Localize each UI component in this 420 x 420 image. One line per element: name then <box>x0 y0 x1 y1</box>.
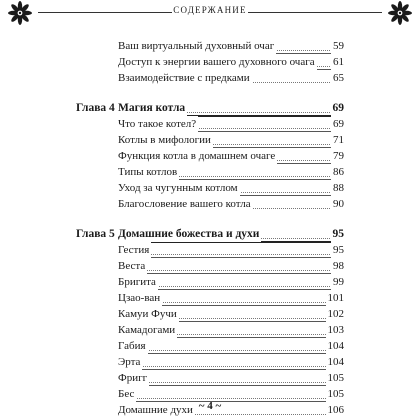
running-head: СОДЕРЖАНИЕ <box>173 5 247 15</box>
toc-entry[interactable] <box>0 290 420 306</box>
toc-entry-page: 65 <box>333 72 344 84</box>
toc-entry-page: 95 <box>333 244 344 256</box>
toc-entry-title: Доступ к энергии вашего духовного очага <box>118 56 315 68</box>
leader-dots <box>118 382 344 383</box>
page-header <box>0 0 420 30</box>
leader-dots <box>118 270 344 271</box>
chapter-label: Глава 4 <box>76 102 115 114</box>
toc-entry[interactable] <box>0 116 420 132</box>
toc-entry-title: Благословение вашего котла <box>118 198 251 210</box>
header-rule-left <box>38 12 172 13</box>
toc-chapter-heading[interactable] <box>0 100 420 116</box>
chapter-page: 95 <box>332 228 344 240</box>
toc-entry-page: 105 <box>327 372 344 384</box>
toc-entry-page: 101 <box>327 292 344 304</box>
leader-dots <box>118 398 344 399</box>
toc-entry-page: 106 <box>327 404 344 416</box>
toc-entry-page: 71 <box>333 134 344 146</box>
toc-entry-page: 102 <box>327 308 344 320</box>
leader-dots <box>118 350 344 351</box>
toc-entry-page: 59 <box>333 40 344 52</box>
toc-entry-page: 98 <box>333 260 344 272</box>
toc-entry-title: Уход за чугунным котлом <box>118 182 238 194</box>
chapter-label: Глава 5 <box>76 228 115 240</box>
toc-entry[interactable] <box>0 370 420 386</box>
toc-entry-title: Габия <box>118 340 146 352</box>
leader-dots <box>118 366 344 367</box>
toc-entry[interactable] <box>0 338 420 354</box>
toc-entry-page: 69 <box>333 118 344 130</box>
toc-entry-title: Типы котлов <box>118 166 178 178</box>
toc-entry-title: Котлы в мифологии <box>118 134 211 146</box>
page-number: ~ 4 ~ <box>198 400 222 412</box>
toc-chapter-heading[interactable] <box>0 226 420 242</box>
toc-entry[interactable] <box>0 148 420 164</box>
toc-entry[interactable] <box>0 242 420 258</box>
toc-entry-title: Бес <box>118 388 135 400</box>
toc-entry[interactable] <box>0 354 420 370</box>
toc-entry-title: Функция котла в домашнем очаге <box>118 150 276 162</box>
toc-entry[interactable] <box>0 54 420 70</box>
toc-entry-page: 88 <box>333 182 344 194</box>
toc-entry[interactable] <box>0 132 420 148</box>
toc-entry-title: Цзао-ван <box>118 292 161 304</box>
toc-entry-title: Бригита <box>118 276 156 288</box>
toc-entry-page: 61 <box>333 56 344 68</box>
toc-entry-title: Веста <box>118 260 146 272</box>
toc-entry-title: Домашние духи <box>118 404 193 416</box>
flower-ornament-icon <box>8 1 32 25</box>
header-rule-right <box>248 12 382 13</box>
leader-dots <box>118 254 344 255</box>
table-of-contents <box>0 38 420 418</box>
chapter-title: Магия котла <box>118 102 186 114</box>
toc-entry[interactable] <box>0 306 420 322</box>
toc-entry[interactable] <box>0 258 420 274</box>
toc-entry-title: Эрта <box>118 356 141 368</box>
toc-entry-title: Фригг <box>118 372 148 384</box>
flower-ornament-icon <box>388 1 412 25</box>
chapter-title: Домашние божества и духи <box>118 228 260 240</box>
toc-entry[interactable] <box>0 164 420 180</box>
toc-entry[interactable] <box>0 274 420 290</box>
toc-entry-title: Камадогами <box>118 324 176 336</box>
toc-entry[interactable] <box>0 196 420 212</box>
toc-entry-title: Камуи Фучи <box>118 308 177 320</box>
toc-entry-title: Что такое котел? <box>118 118 197 130</box>
toc-entry-title: Ваш виртуальный духовный очаг <box>118 40 275 52</box>
toc-entry[interactable] <box>0 38 420 54</box>
toc-entry[interactable] <box>0 180 420 196</box>
toc-entry-page: 99 <box>333 276 344 288</box>
toc-entry-page: 86 <box>333 166 344 178</box>
toc-entry[interactable] <box>0 322 420 338</box>
toc-entry-page: 104 <box>327 340 344 352</box>
toc-entry-title: Взаимодействие с предками <box>118 72 250 84</box>
toc-entry-page: 103 <box>327 324 344 336</box>
toc-entry-page: 104 <box>327 356 344 368</box>
toc-entry-page: 79 <box>333 150 344 162</box>
chapter-page: 69 <box>332 102 344 114</box>
toc-entry-page: 90 <box>333 198 344 210</box>
toc-entry-page: 105 <box>327 388 344 400</box>
toc-entry[interactable] <box>0 70 420 86</box>
toc-entry-title: Гестия <box>118 244 150 256</box>
